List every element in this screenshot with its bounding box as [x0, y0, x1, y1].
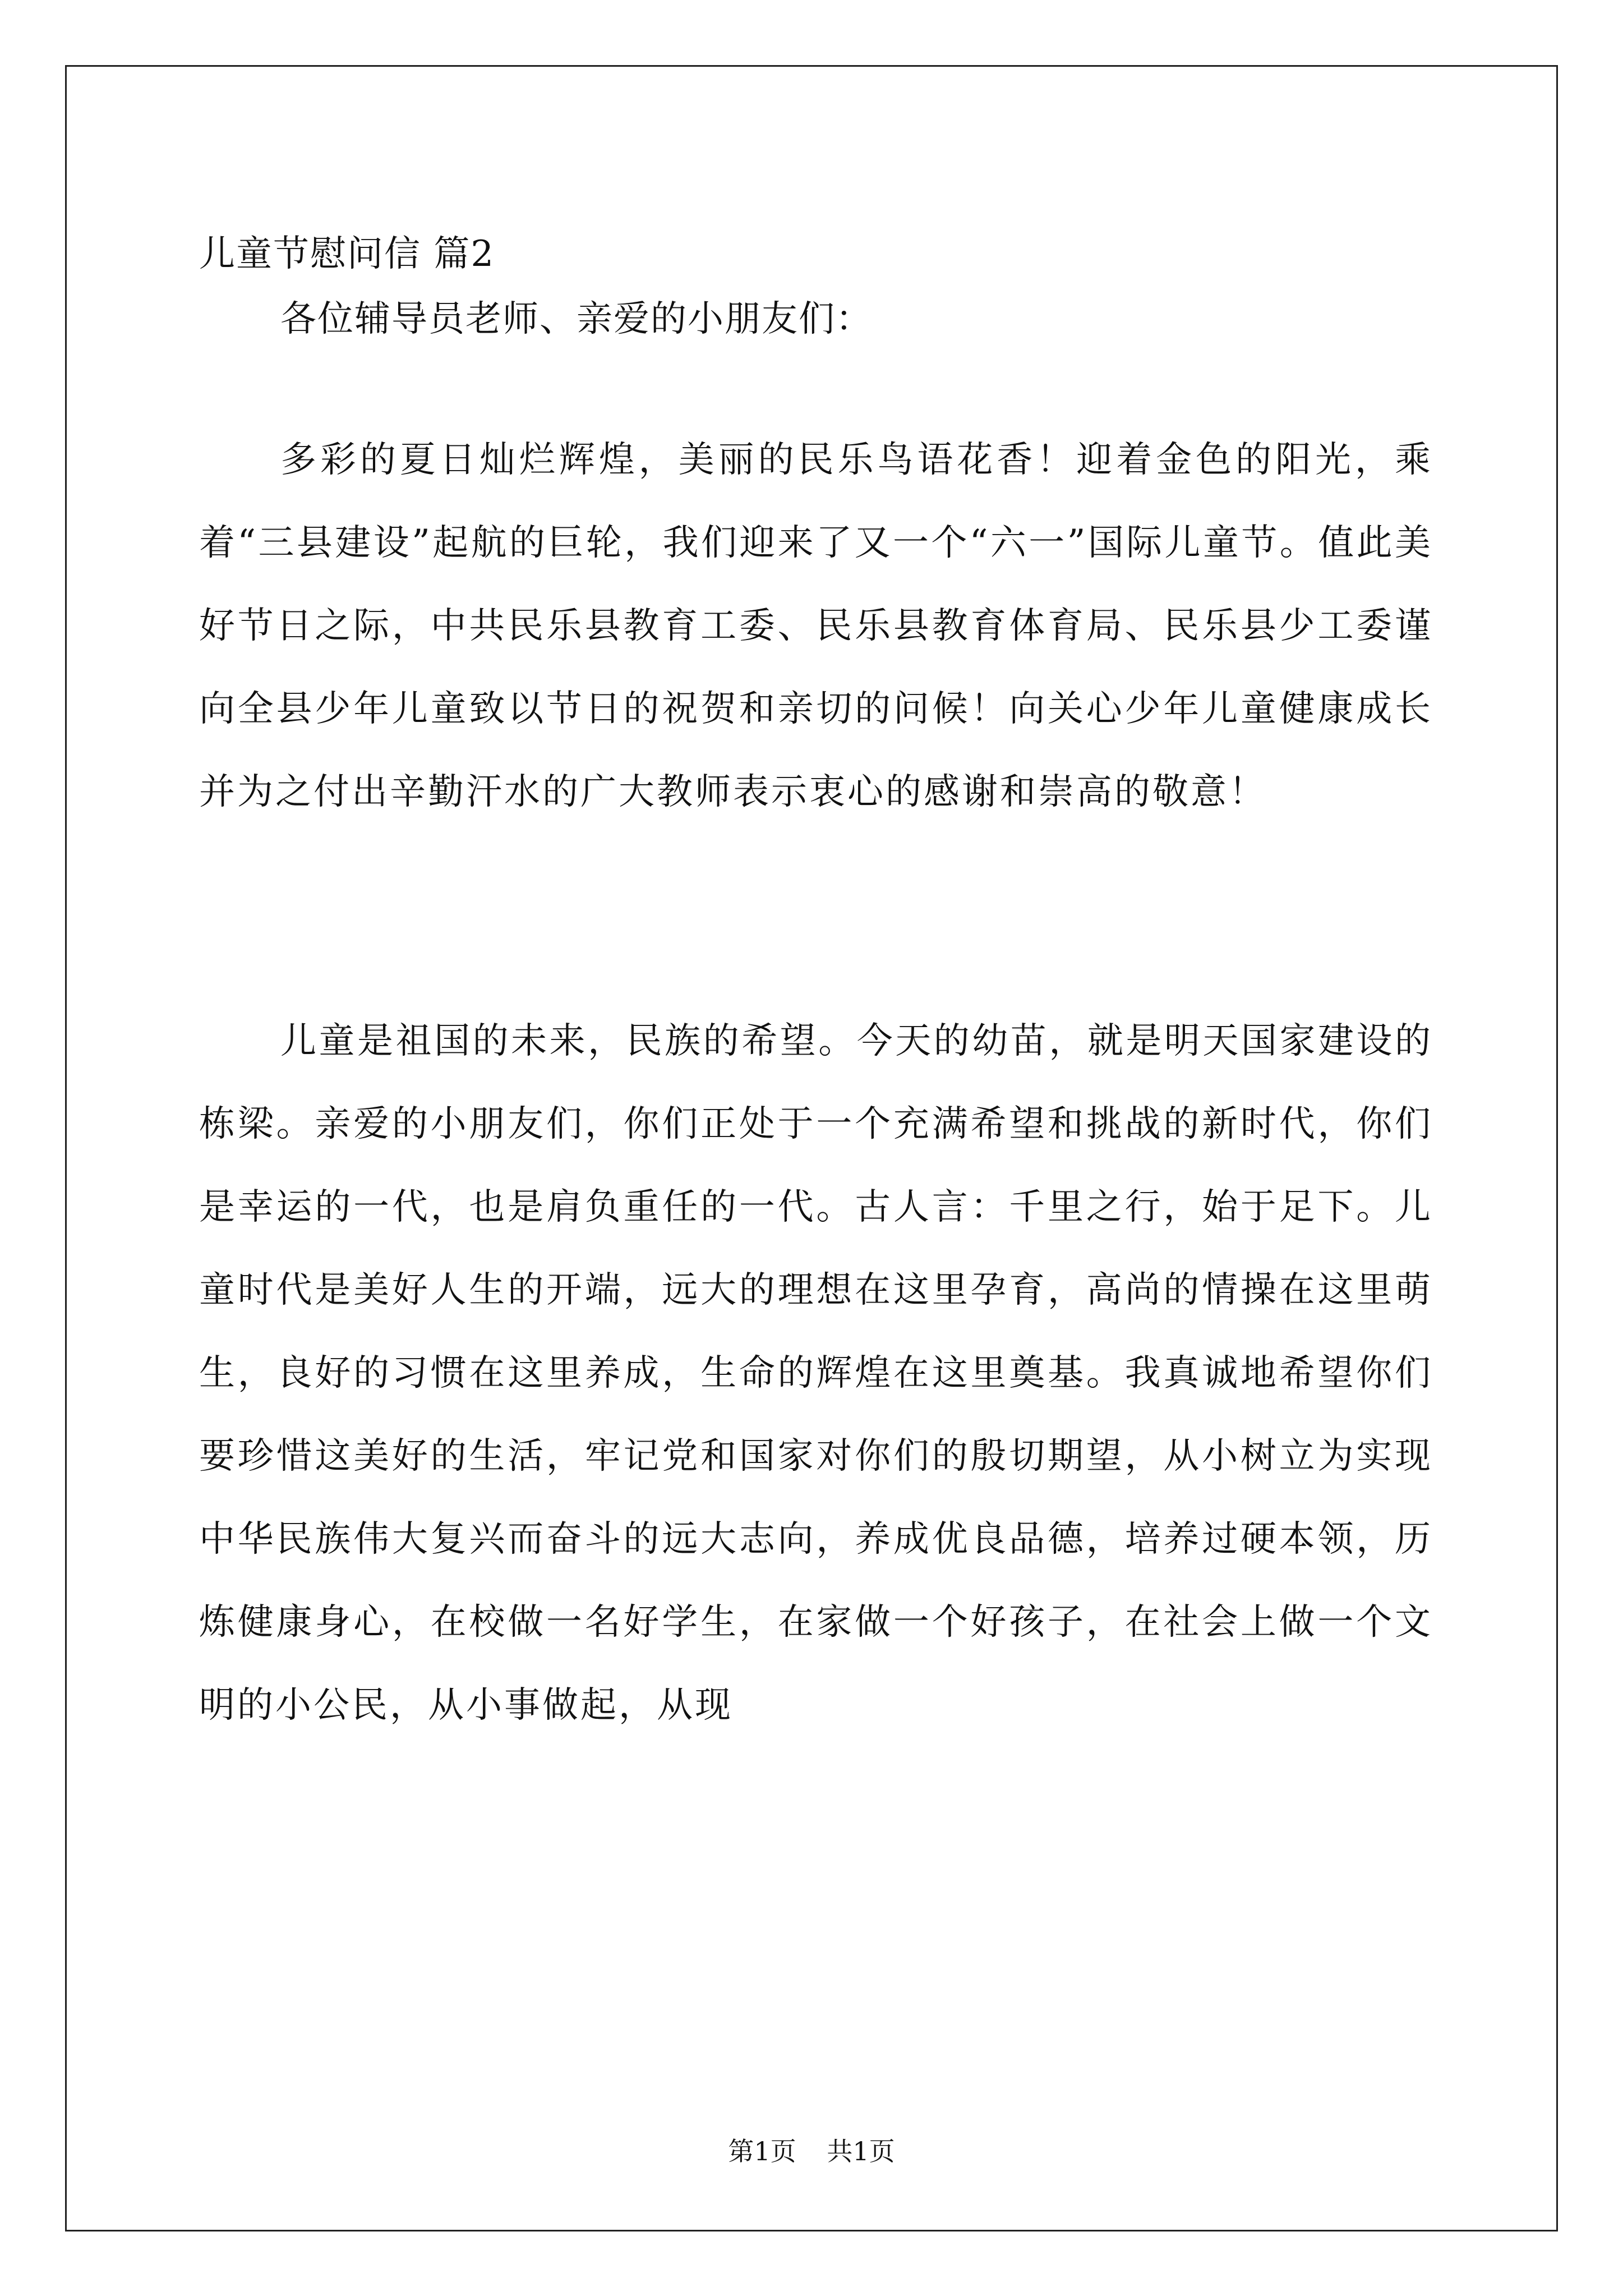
page-number: 第1页: [728, 2136, 796, 2166]
page-footer: [0, 2132, 1623, 2171]
salutation: 各位辅导员老师、亲爱的小朋友们：: [280, 298, 873, 340]
paragraph-2: 儿童是祖国的未来，民族的希望。今天的幼苗，就是明天国家建设的栋梁。亲爱的小朋友们，你们正处于一个充满希望和挑战的新时代，你们是幸运的一代，也是肩负重任的一代。古人言：千里之行，始于足下。儿童时代是美好人生的开端，远大的理想在这里孕育，高尚的情操在这里萌生，良好的习惯在这里养成，生命的辉煌在这里奠基。我真诚地希望你们要珍惜这美好的生活，牢记党和国家对你们的殷切期望，从小树立为实现中华民族伟大复兴而奋斗的远大志向，养成优良品德，培养过硬本领，历炼健康身心，在校做一名好学生，在家做一个好孩子，在社会上做一个文明的小公民，从小事做起，从现: [199, 1020, 1433, 1726]
page-total: 共1页: [827, 2136, 895, 2166]
document-title: 儿童节慰问信 篇2: [199, 233, 495, 275]
paragraph-1: 多彩的夏日灿烂辉煌，美丽的民乐鸟语花香！迎着金色的阳光，乘着“三县建设”起航的巨轮，我们迎来了又一个“六一”国际儿童节。值此美好节日之际，中共民乐县教育工委、民乐县教育体育局、民乐县少工委谨向全县少年儿童致以节日的祝贺和亲切的问候！向关心少年儿童健康成长并为之付出辛勤汗水的广大教师表示衷心的感谢和崇高的敬意！: [199, 439, 1433, 813]
